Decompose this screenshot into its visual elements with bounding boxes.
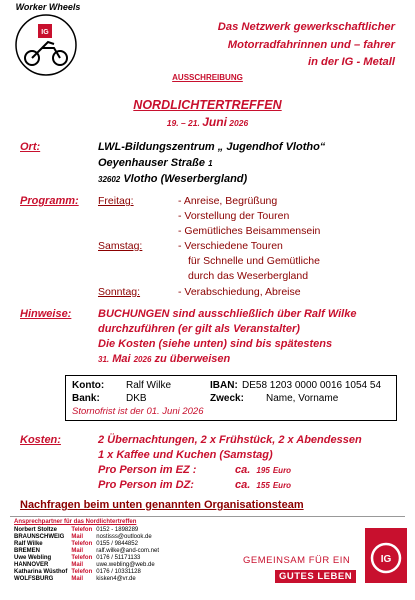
ausschreibung-label: AUSSCHREIBUNG	[172, 73, 243, 82]
freitag-item-2: - Vorstellung der Touren	[178, 210, 290, 222]
hinweise-label: Hinweise:	[20, 308, 72, 320]
hinweise-line-4: 31. Mai 2026 zu überweisen	[98, 353, 231, 365]
contact-value[interactable]: kisken4@vr.de	[96, 576, 136, 582]
header-line-1: Das Netzwerk gewerkschaftlicher	[217, 21, 395, 33]
worker-wheels-logo	[8, 12, 88, 78]
samstag-item-1: - Verschiedene Touren	[178, 240, 283, 252]
contact-type: Mail	[71, 548, 84, 554]
sonntag-item-1: - Verabschiedung, Abreise	[178, 286, 301, 298]
bank-details-box	[65, 375, 397, 421]
contact-row	[14, 562, 163, 569]
contact-name: WOLFSBURG	[14, 576, 54, 582]
contact-type: Telefon	[71, 527, 93, 533]
contact-value[interactable]: uwe.webling@web.de	[96, 562, 155, 568]
svg-text:IG: IG	[41, 29, 49, 36]
contact-row	[14, 534, 163, 541]
contact-row	[14, 541, 163, 548]
contact-row	[14, 569, 163, 576]
header-line-2: Motorradfahrinnen und – fahrer	[227, 39, 395, 51]
slogan-line-1: GEMEINSAM FÜR EIN	[243, 555, 351, 566]
slogan-line-2: GUTES LEBEN	[275, 570, 356, 583]
zweck-label: Zweck:	[210, 393, 244, 404]
iban-label: IBAN:	[210, 380, 238, 391]
samstag-item-3: durch das Weserbergland	[188, 270, 309, 282]
contact-row	[14, 527, 163, 534]
event-title: NORDLICHTERTREFFEN	[133, 98, 282, 112]
contact-value[interactable]: 0176 / 51171133	[96, 555, 141, 561]
nachfragen-note: Nachfragen beim unten genannten Organisationsteam	[20, 499, 304, 511]
ort-label: Ort:	[20, 141, 41, 153]
contact-row	[14, 548, 163, 555]
kosten-dz-label: Pro Person im DZ:	[98, 479, 194, 491]
programm-label: Programm:	[20, 195, 79, 207]
contact-name: BREMEN	[14, 548, 41, 554]
contact-type: Telefon	[71, 569, 93, 575]
kosten-line-2: 1 x Kaffee und Kuchen (Samstag)	[98, 449, 273, 461]
contact-value[interactable]: ralf.wilke@and-com.net	[96, 548, 160, 554]
samstag-label: Samstag:	[98, 240, 143, 252]
contact-type: Mail	[71, 576, 84, 582]
footer-divider	[10, 516, 405, 517]
kosten-line-1: 2 Übernachtungen, 2 x Frühstück, 2 x Abendessen	[98, 434, 362, 446]
freitag-item-3: - Gemütliches Beisammensein	[178, 225, 321, 237]
hinweise-line-2: durchzuführen (er gilt als Veranstalter)	[98, 323, 300, 335]
ig-metall-logo	[365, 528, 407, 583]
kosten-ez-label: Pro Person im EZ :	[98, 464, 197, 476]
contact-value[interactable]: nostisss@outlook.de	[96, 534, 152, 540]
event-dates: 19. – 21. Juni 2026	[166, 115, 249, 129]
freitag-item-1: - Anreise, Begrüßung	[178, 195, 278, 207]
contact-type: Telefon	[71, 555, 93, 561]
contact-name: Ralf Wilke	[14, 541, 43, 547]
contact-value[interactable]: 0155 / 9844852	[96, 541, 138, 547]
contact-name: Katharina Wüsthof	[14, 569, 68, 575]
contact-row	[14, 576, 163, 583]
freitag-label: Freitag:	[98, 195, 134, 207]
logo-text: Worker Wheels	[15, 2, 81, 12]
contact-name: Uwe Webling	[14, 555, 52, 561]
ort-city: 32602 Vlotho (Weserbergland)	[98, 173, 248, 185]
ort-venue: LWL-Bildungszentrum „ Jugendhof Vlotho“	[98, 141, 326, 153]
hinweise-line-3: Die Kosten (siehe unten) sind bis spätestens	[98, 338, 333, 350]
contact-type: Mail	[71, 562, 84, 568]
hinweise-line-1: BUCHUNGEN sind ausschließlich über Ralf Wilke	[98, 308, 357, 320]
konto-label: Konto:	[72, 380, 105, 391]
sonntag-label: Sonntag:	[98, 286, 141, 298]
contacts-table	[14, 527, 163, 583]
contact-value[interactable]: 0152 - 1898289	[96, 527, 139, 533]
contact-name: HANNOVER	[14, 562, 49, 568]
zweck-value: Name, Vorname	[266, 393, 339, 404]
kosten-ez-price: ca. 195 Euro	[235, 464, 292, 476]
contact-type: Telefon	[71, 541, 93, 547]
contact-name: Norbert Stoltze	[14, 527, 58, 533]
ort-street: Oeyenhauser Straße 1	[98, 157, 213, 169]
contact-row	[14, 555, 163, 562]
contact-value[interactable]: 0176 / 10331128	[96, 569, 141, 575]
contact-type: Mail	[71, 534, 84, 540]
ig-logo-text: IG	[380, 554, 392, 565]
header-line-3: in der IG - Metall	[307, 56, 395, 68]
kosten-label: Kosten:	[20, 434, 61, 446]
konto-value: Ralf Wilke	[126, 380, 172, 391]
contact-name: BRAUNSCHWEIG	[14, 534, 65, 540]
kosten-dz-price: ca. 155 Euro	[235, 479, 292, 491]
bank-value: DKB	[126, 393, 147, 404]
contacts-title: Ansprechpartner für das Nordlichtertreffen	[14, 519, 137, 525]
samstag-item-2: für Schnelle und Gemütliche	[188, 255, 320, 267]
bank-label: Bank:	[72, 393, 100, 404]
stornofrist: Stornofrist ist der 01. Juni 2026	[72, 406, 204, 417]
iban-value: DE58 1203 0000 0016 1054 54	[242, 380, 382, 391]
